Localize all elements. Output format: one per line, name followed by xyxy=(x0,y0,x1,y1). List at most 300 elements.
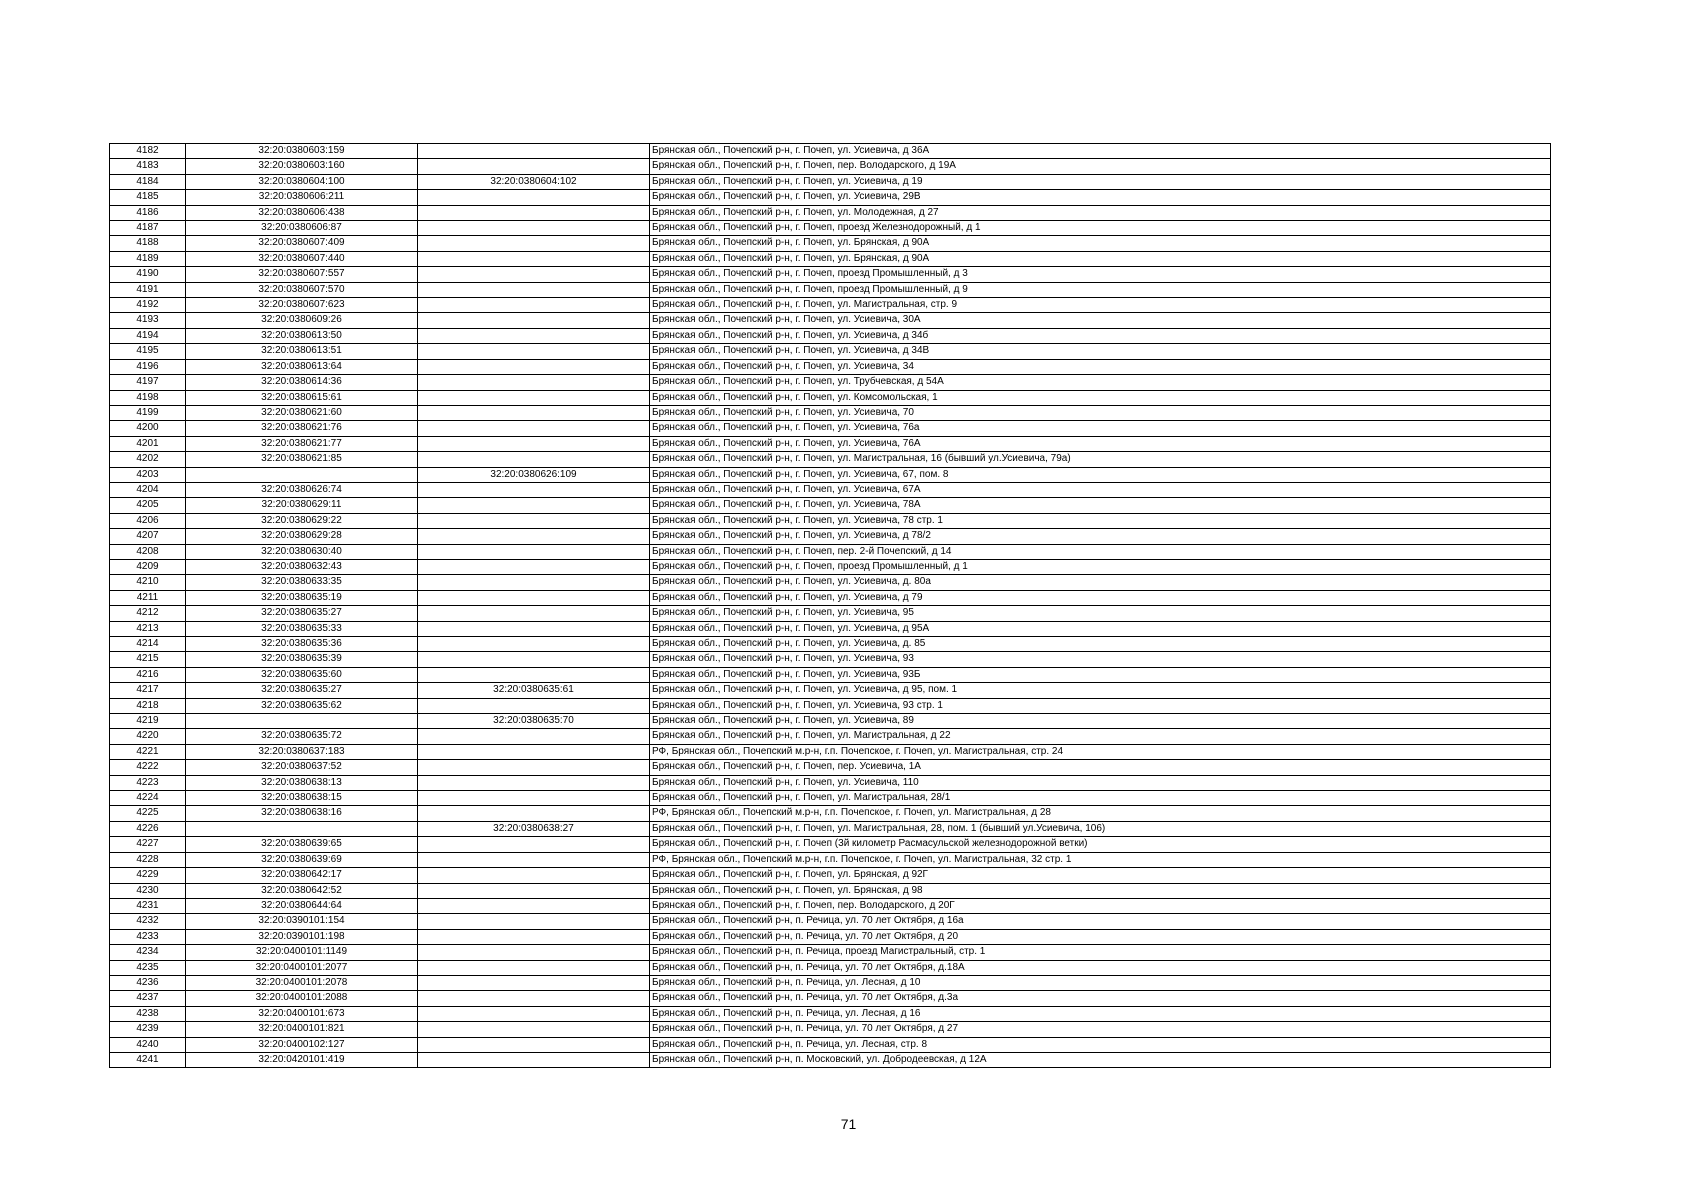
address-cell: Брянская обл., Почепский р-н, г. Почеп, ул. Усиевича, 76а xyxy=(650,421,1551,436)
linked-cadastral-number-cell xyxy=(418,791,650,806)
linked-cadastral-number-cell: 32:20:0380635:61 xyxy=(418,683,650,698)
linked-cadastral-number-cell xyxy=(418,1006,650,1021)
linked-cadastral-number-cell xyxy=(418,760,650,775)
row-number-cell: 4221 xyxy=(110,744,186,759)
row-number-cell: 4215 xyxy=(110,652,186,667)
table-row xyxy=(110,405,1551,420)
address-cell: Брянская обл., Почепский р-н, г. Почеп, ул. Усиевича, 76А xyxy=(650,436,1551,451)
address-cell: Брянская обл., Почепский р-н, п. Речица, ул. 70 лет Октября, д.3а xyxy=(650,991,1551,1006)
address-cell: Брянская обл., Почепский р-н, г. Почеп, ул. Магистральная, 28, пом. 1 (бывший ул.Усиевича, 106) xyxy=(650,821,1551,836)
table-row xyxy=(110,883,1551,898)
table-row xyxy=(110,144,1551,159)
cadastral-number-cell: 32:20:0380614:36 xyxy=(186,375,418,390)
address-cell: Брянская обл., Почепский р-н, г. Почеп, ул. Усиевича, 29В xyxy=(650,190,1551,205)
linked-cadastral-number-cell xyxy=(418,806,650,821)
linked-cadastral-number-cell xyxy=(418,667,650,682)
table-row xyxy=(110,1037,1551,1052)
address-cell: Брянская обл., Почепский р-н, п. Речица, ул. Лесная, д 10 xyxy=(650,975,1551,990)
address-cell: Брянская обл., Почепский р-н, г. Почеп, ул. Усиевича, д 34б xyxy=(650,328,1551,343)
address-cell: Брянская обл., Почепский р-н, г. Почеп, пер. Володарского, д 20Г xyxy=(650,898,1551,913)
address-cell: Брянская обл., Почепский р-н, г. Почеп, ул. Усиевича, 78 стр. 1 xyxy=(650,513,1551,528)
row-number-cell: 4193 xyxy=(110,313,186,328)
address-cell: Брянская обл., Почепский р-н, г. Почеп, проезд Железнодорожный, д 1 xyxy=(650,221,1551,236)
cadastral-number-cell: 32:20:0380604:100 xyxy=(186,174,418,189)
table-row xyxy=(110,590,1551,605)
row-number-cell: 4241 xyxy=(110,1052,186,1067)
table-row xyxy=(110,251,1551,266)
table-row xyxy=(110,914,1551,929)
cadastral-number-cell: 32:20:0380607:557 xyxy=(186,267,418,282)
row-number-cell: 4182 xyxy=(110,144,186,159)
table-row xyxy=(110,190,1551,205)
address-cell: Брянская обл., Почепский р-н, г. Почеп, ул. Усиевича, д 95, пом. 1 xyxy=(650,683,1551,698)
cadastral-number-cell: 32:20:0380607:623 xyxy=(186,298,418,313)
address-cell: Брянская обл., Почепский р-н, г. Почеп, ул. Усиевича, 95 xyxy=(650,606,1551,621)
table-row xyxy=(110,898,1551,913)
cadastral-number-cell: 32:20:0380615:61 xyxy=(186,390,418,405)
row-number-cell: 4219 xyxy=(110,714,186,729)
table-row xyxy=(110,482,1551,497)
row-number-cell: 4209 xyxy=(110,559,186,574)
table-row xyxy=(110,775,1551,790)
cadastral-number-cell: 32:20:0380603:159 xyxy=(186,144,418,159)
row-number-cell: 4238 xyxy=(110,1006,186,1021)
address-cell: Брянская обл., Почепский р-н, г. Почеп, ул. Брянская, д 92Г xyxy=(650,868,1551,883)
linked-cadastral-number-cell xyxy=(418,251,650,266)
row-number-cell: 4210 xyxy=(110,575,186,590)
table-row xyxy=(110,698,1551,713)
row-number-cell: 4233 xyxy=(110,929,186,944)
address-cell: Брянская обл., Почепский р-н, г. Почеп, пер. Усиевича, 1А xyxy=(650,760,1551,775)
table-row xyxy=(110,328,1551,343)
address-cell: Брянская обл., Почепский р-н, г. Почеп, ул. Брянская, д 90А xyxy=(650,251,1551,266)
address-cell: Брянская обл., Почепский р-н, г. Почеп, ул. Усиевича, д. 80а xyxy=(650,575,1551,590)
row-number-cell: 4200 xyxy=(110,421,186,436)
row-number-cell: 4224 xyxy=(110,791,186,806)
table-row xyxy=(110,359,1551,374)
row-number-cell: 4218 xyxy=(110,698,186,713)
address-cell: Брянская обл., Почепский р-н, п. Речица, ул. 70 лет Октября, д 16а xyxy=(650,914,1551,929)
address-cell: Брянская обл., Почепский р-н, г. Почеп, ул. Магистральная, 16 (бывший ул.Усиевича, 79а) xyxy=(650,452,1551,467)
row-number-cell: 4229 xyxy=(110,868,186,883)
table-row xyxy=(110,267,1551,282)
table-row xyxy=(110,945,1551,960)
linked-cadastral-number-cell xyxy=(418,729,650,744)
cadastral-number-cell: 32:20:0380635:33 xyxy=(186,621,418,636)
row-number-cell: 4220 xyxy=(110,729,186,744)
linked-cadastral-number-cell: 32:20:0380635:70 xyxy=(418,714,650,729)
row-number-cell: 4235 xyxy=(110,960,186,975)
address-cell: Брянская обл., Почепский р-н, п. Речица, ул. 70 лет Октября, д.18А xyxy=(650,960,1551,975)
row-number-cell: 4194 xyxy=(110,328,186,343)
linked-cadastral-number-cell xyxy=(418,375,650,390)
address-cell: Брянская обл., Почепский р-н, г. Почеп, ул. Усиевича, д 79 xyxy=(650,590,1551,605)
address-cell: Брянская обл., Почепский р-н, г. Почеп, ул. Усиевича, 93 xyxy=(650,652,1551,667)
linked-cadastral-number-cell xyxy=(418,883,650,898)
row-number-cell: 4196 xyxy=(110,359,186,374)
cadastral-number-cell: 32:20:0400102:127 xyxy=(186,1037,418,1052)
address-cell: Брянская обл., Почепский р-н, п. Речица, ул. Лесная, стр. 8 xyxy=(650,1037,1551,1052)
cadastral-number-cell: 32:20:0380607:409 xyxy=(186,236,418,251)
row-number-cell: 4197 xyxy=(110,375,186,390)
row-number-cell: 4212 xyxy=(110,606,186,621)
address-cell: Брянская обл., Почепский р-н, г. Почеп, проезд Промышленный, д 3 xyxy=(650,267,1551,282)
cadastral-number-cell: 32:20:0380644:64 xyxy=(186,898,418,913)
cadastral-number-cell: 32:20:0380621:77 xyxy=(186,436,418,451)
cadastral-number-cell: 32:20:0380639:65 xyxy=(186,837,418,852)
linked-cadastral-number-cell xyxy=(418,267,650,282)
cadastral-number-cell: 32:20:0380606:438 xyxy=(186,205,418,220)
table-row xyxy=(110,975,1551,990)
table-row xyxy=(110,744,1551,759)
cadastral-number-cell: 32:20:0380606:211 xyxy=(186,190,418,205)
cadastral-number-cell xyxy=(186,714,418,729)
address-cell: Брянская обл., Почепский р-н, г. Почеп, ул. Усиевича, 70 xyxy=(650,405,1551,420)
row-number-cell: 4188 xyxy=(110,236,186,251)
row-number-cell: 4231 xyxy=(110,898,186,913)
table-row xyxy=(110,806,1551,821)
address-cell: Брянская обл., Почепский р-н, г. Почеп, ул. Усиевича, 89 xyxy=(650,714,1551,729)
address-cell: Брянская обл., Почепский р-н, п. Московский, ул. Добродеевская, д 12А xyxy=(650,1052,1551,1067)
cadastral-number-cell: 32:20:0420101:419 xyxy=(186,1052,418,1067)
linked-cadastral-number-cell xyxy=(418,945,650,960)
linked-cadastral-number-cell xyxy=(418,390,650,405)
table-row xyxy=(110,436,1551,451)
address-cell: РФ, Брянская обл., Почепский м.р-н, г.п. Почепское, г. Почеп, ул. Магистральная, 32 стр. 1 xyxy=(650,852,1551,867)
linked-cadastral-number-cell xyxy=(418,282,650,297)
table-row xyxy=(110,544,1551,559)
table-row xyxy=(110,791,1551,806)
address-cell: Брянская обл., Почепский р-н, г. Почеп, ул. Усиевича, 93 стр. 1 xyxy=(650,698,1551,713)
row-number-cell: 4198 xyxy=(110,390,186,405)
registry-table xyxy=(109,143,1551,1068)
cadastral-number-cell: 32:20:0380635:36 xyxy=(186,637,418,652)
cadastral-number-cell: 32:20:0380638:15 xyxy=(186,791,418,806)
table-row xyxy=(110,344,1551,359)
table-row xyxy=(110,159,1551,174)
linked-cadastral-number-cell xyxy=(418,328,650,343)
linked-cadastral-number-cell xyxy=(418,205,650,220)
registry-table-body xyxy=(110,144,1551,1068)
row-number-cell: 4236 xyxy=(110,975,186,990)
address-cell: РФ, Брянская обл., Почепский м.р-н, г.п. Почепское, г. Почеп, ул. Магистральная, д 28 xyxy=(650,806,1551,821)
address-cell: Брянская обл., Почепский р-н, г. Почеп, ул. Усиевича, д 95А xyxy=(650,621,1551,636)
row-number-cell: 4185 xyxy=(110,190,186,205)
cadastral-number-cell: 32:20:0380621:76 xyxy=(186,421,418,436)
cadastral-number-cell xyxy=(186,467,418,482)
row-number-cell: 4216 xyxy=(110,667,186,682)
linked-cadastral-number-cell xyxy=(418,559,650,574)
table-row xyxy=(110,1022,1551,1037)
linked-cadastral-number-cell xyxy=(418,929,650,944)
table-row xyxy=(110,498,1551,513)
row-number-cell: 4186 xyxy=(110,205,186,220)
cadastral-number-cell: 32:20:0380609:26 xyxy=(186,313,418,328)
row-number-cell: 4227 xyxy=(110,837,186,852)
address-cell: Брянская обл., Почепский р-н, г. Почеп, ул. Усиевича, 30А xyxy=(650,313,1551,328)
cadastral-number-cell: 32:20:0380626:74 xyxy=(186,482,418,497)
linked-cadastral-number-cell xyxy=(418,1052,650,1067)
address-cell: Брянская обл., Почепский р-н, г. Почеп, ул. Усиевича, д 36А xyxy=(650,144,1551,159)
row-number-cell: 4211 xyxy=(110,590,186,605)
cadastral-number-cell: 32:20:0380629:28 xyxy=(186,529,418,544)
linked-cadastral-number-cell xyxy=(418,513,650,528)
row-number-cell: 4239 xyxy=(110,1022,186,1037)
linked-cadastral-number-cell xyxy=(418,498,650,513)
table-row xyxy=(110,174,1551,189)
table-row xyxy=(110,667,1551,682)
cadastral-number-cell: 32:20:0380630:40 xyxy=(186,544,418,559)
cadastral-number-cell: 32:20:0380607:440 xyxy=(186,251,418,266)
cadastral-number-cell: 32:20:0380637:183 xyxy=(186,744,418,759)
table-row xyxy=(110,298,1551,313)
linked-cadastral-number-cell xyxy=(418,221,650,236)
address-cell: Брянская обл., Почепский р-н, г. Почеп, ул. Магистральная, д 22 xyxy=(650,729,1551,744)
table-row xyxy=(110,390,1551,405)
row-number-cell: 4230 xyxy=(110,883,186,898)
cadastral-number-cell: 32:20:0380603:160 xyxy=(186,159,418,174)
page-number: 71 xyxy=(840,1116,857,1132)
address-cell: РФ, Брянская обл., Почепский м.р-н, г.п. Почепское, г. Почеп, ул. Магистральная, стр. 24 xyxy=(650,744,1551,759)
linked-cadastral-number-cell: 32:20:0380626:109 xyxy=(418,467,650,482)
table-row xyxy=(110,205,1551,220)
row-number-cell: 4204 xyxy=(110,482,186,497)
cadastral-number-cell: 32:20:0380621:85 xyxy=(186,452,418,467)
cadastral-number-cell: 32:20:0400101:2078 xyxy=(186,975,418,990)
linked-cadastral-number-cell xyxy=(418,344,650,359)
row-number-cell: 4214 xyxy=(110,637,186,652)
linked-cadastral-number-cell xyxy=(418,960,650,975)
address-cell: Брянская обл., Почепский р-н, г. Почеп, ул. Усиевича, 34 xyxy=(650,359,1551,374)
cadastral-number-cell: 32:20:0380633:35 xyxy=(186,575,418,590)
linked-cadastral-number-cell xyxy=(418,544,650,559)
cadastral-number-cell: 32:20:0380621:60 xyxy=(186,405,418,420)
address-cell: Брянская обл., Почепский р-н, г. Почеп, ул. Усиевича, 67, пом. 8 xyxy=(650,467,1551,482)
table-row xyxy=(110,837,1551,852)
row-number-cell: 4190 xyxy=(110,267,186,282)
linked-cadastral-number-cell xyxy=(418,190,650,205)
table-row xyxy=(110,513,1551,528)
table-row xyxy=(110,221,1551,236)
linked-cadastral-number-cell xyxy=(418,590,650,605)
cadastral-number-cell: 32:20:0380632:43 xyxy=(186,559,418,574)
linked-cadastral-number-cell xyxy=(418,144,650,159)
address-cell: Брянская обл., Почепский р-н, г. Почеп, ул. Усиевича, д 19 xyxy=(650,174,1551,189)
address-cell: Брянская обл., Почепский р-н, г. Почеп, ул. Усиевича, д 78/2 xyxy=(650,529,1551,544)
table-row xyxy=(110,452,1551,467)
address-cell: Брянская обл., Почепский р-н, г. Почеп, ул. Молодежная, д 27 xyxy=(650,205,1551,220)
cadastral-number-cell: 32:20:0400101:2077 xyxy=(186,960,418,975)
row-number-cell: 4189 xyxy=(110,251,186,266)
cadastral-number-cell: 32:20:0380635:72 xyxy=(186,729,418,744)
cadastral-number-cell: 32:20:0380639:69 xyxy=(186,852,418,867)
linked-cadastral-number-cell xyxy=(418,1022,650,1037)
linked-cadastral-number-cell xyxy=(418,405,650,420)
row-number-cell: 4203 xyxy=(110,467,186,482)
row-number-cell: 4208 xyxy=(110,544,186,559)
address-cell: Брянская обл., Почепский р-н, г. Почеп, проезд Промышленный, д 9 xyxy=(650,282,1551,297)
address-cell: Брянская обл., Почепский р-н, г. Почеп, ул. Трубчевская, д 54А xyxy=(650,375,1551,390)
table-row xyxy=(110,821,1551,836)
cadastral-number-cell: 32:20:0380635:19 xyxy=(186,590,418,605)
table-row xyxy=(110,868,1551,883)
row-number-cell: 4234 xyxy=(110,945,186,960)
cadastral-number-cell: 32:20:0380629:22 xyxy=(186,513,418,528)
cadastral-number-cell: 32:20:0380635:27 xyxy=(186,683,418,698)
table-row xyxy=(110,991,1551,1006)
table-row xyxy=(110,313,1551,328)
table-row xyxy=(110,714,1551,729)
cadastral-number-cell: 32:20:0400101:821 xyxy=(186,1022,418,1037)
linked-cadastral-number-cell: 32:20:0380638:27 xyxy=(418,821,650,836)
table-row xyxy=(110,467,1551,482)
table-row xyxy=(110,282,1551,297)
row-number-cell: 4201 xyxy=(110,436,186,451)
row-number-cell: 4187 xyxy=(110,221,186,236)
table-row xyxy=(110,559,1551,574)
cadastral-number-cell: 32:20:0390101:198 xyxy=(186,929,418,944)
address-cell: Брянская обл., Почепский р-н, г. Почеп, ул. Усиевича, 78А xyxy=(650,498,1551,513)
linked-cadastral-number-cell xyxy=(418,898,650,913)
linked-cadastral-number-cell xyxy=(418,159,650,174)
linked-cadastral-number-cell xyxy=(418,652,650,667)
row-number-cell: 4213 xyxy=(110,621,186,636)
table-row xyxy=(110,760,1551,775)
linked-cadastral-number-cell xyxy=(418,313,650,328)
linked-cadastral-number-cell xyxy=(418,621,650,636)
table-row xyxy=(110,1006,1551,1021)
address-cell: Брянская обл., Почепский р-н, г. Почеп, ул. Магистральная, стр. 9 xyxy=(650,298,1551,313)
linked-cadastral-number-cell xyxy=(418,914,650,929)
row-number-cell: 4199 xyxy=(110,405,186,420)
cadastral-number-cell: 32:20:0380638:16 xyxy=(186,806,418,821)
cadastral-number-cell: 32:20:0400101:1149 xyxy=(186,945,418,960)
row-number-cell: 4223 xyxy=(110,775,186,790)
table-row xyxy=(110,1052,1551,1067)
address-cell: Брянская обл., Почепский р-н, г. Почеп, ул. Брянская, д 98 xyxy=(650,883,1551,898)
linked-cadastral-number-cell xyxy=(418,529,650,544)
table-row xyxy=(110,375,1551,390)
table-row xyxy=(110,852,1551,867)
cadastral-number-cell: 32:20:0380629:11 xyxy=(186,498,418,513)
cadastral-number-cell: 32:20:0380635:27 xyxy=(186,606,418,621)
linked-cadastral-number-cell xyxy=(418,575,650,590)
row-number-cell: 4206 xyxy=(110,513,186,528)
linked-cadastral-number-cell xyxy=(418,436,650,451)
row-number-cell: 4205 xyxy=(110,498,186,513)
row-number-cell: 4192 xyxy=(110,298,186,313)
address-cell: Брянская обл., Почепский р-н, г. Почеп, ул. Комсомольская, 1 xyxy=(650,390,1551,405)
cadastral-number-cell: 32:20:0380642:17 xyxy=(186,868,418,883)
row-number-cell: 4232 xyxy=(110,914,186,929)
table-row xyxy=(110,621,1551,636)
linked-cadastral-number-cell xyxy=(418,452,650,467)
cadastral-number-cell: 32:20:0400101:2088 xyxy=(186,991,418,1006)
cadastral-number-cell: 32:20:0380637:52 xyxy=(186,760,418,775)
address-cell: Брянская обл., Почепский р-н, г. Почеп, пер. Володарского, д 19А xyxy=(650,159,1551,174)
address-cell: Брянская обл., Почепский р-н, г. Почеп, ул. Усиевича, д. 85 xyxy=(650,637,1551,652)
address-cell: Брянская обл., Почепский р-н, г. Почеп, пер. 2-й Почепский, д 14 xyxy=(650,544,1551,559)
linked-cadastral-number-cell: 32:20:0380604:102 xyxy=(418,174,650,189)
address-cell: Брянская обл., Почепский р-н, п. Речица, ул. Лесная, д 16 xyxy=(650,1006,1551,1021)
cadastral-number-cell: 32:20:0380607:570 xyxy=(186,282,418,297)
linked-cadastral-number-cell xyxy=(418,421,650,436)
address-cell: Брянская обл., Почепский р-н, г. Почеп, ул. Усиевича, 110 xyxy=(650,775,1551,790)
row-number-cell: 4202 xyxy=(110,452,186,467)
row-number-cell: 4184 xyxy=(110,174,186,189)
row-number-cell: 4217 xyxy=(110,683,186,698)
row-number-cell: 4228 xyxy=(110,852,186,867)
address-cell: Брянская обл., Почепский р-н, г. Почеп, проезд Промышленный, д 1 xyxy=(650,559,1551,574)
table-row xyxy=(110,606,1551,621)
linked-cadastral-number-cell xyxy=(418,852,650,867)
address-cell: Брянская обл., Почепский р-н, п. Речица, проезд Магистральный, стр. 1 xyxy=(650,945,1551,960)
cadastral-number-cell: 32:20:0380635:39 xyxy=(186,652,418,667)
linked-cadastral-number-cell xyxy=(418,775,650,790)
linked-cadastral-number-cell xyxy=(418,837,650,852)
table-row xyxy=(110,652,1551,667)
cadastral-number-cell: 32:20:0380613:51 xyxy=(186,344,418,359)
table-row xyxy=(110,421,1551,436)
address-cell: Брянская обл., Почепский р-н, г. Почеп, ул. Брянская, д 90А xyxy=(650,236,1551,251)
table-row xyxy=(110,236,1551,251)
linked-cadastral-number-cell xyxy=(418,698,650,713)
cadastral-number-cell: 32:20:0400101:673 xyxy=(186,1006,418,1021)
cadastral-number-cell: 32:20:0380638:13 xyxy=(186,775,418,790)
linked-cadastral-number-cell xyxy=(418,359,650,374)
linked-cadastral-number-cell xyxy=(418,606,650,621)
row-number-cell: 4207 xyxy=(110,529,186,544)
table-row xyxy=(110,683,1551,698)
table-row xyxy=(110,729,1551,744)
row-number-cell: 4225 xyxy=(110,806,186,821)
linked-cadastral-number-cell xyxy=(418,1037,650,1052)
linked-cadastral-number-cell xyxy=(418,744,650,759)
row-number-cell: 4191 xyxy=(110,282,186,297)
cadastral-number-cell: 32:20:0380635:62 xyxy=(186,698,418,713)
row-number-cell: 4240 xyxy=(110,1037,186,1052)
row-number-cell: 4237 xyxy=(110,991,186,1006)
table-row xyxy=(110,929,1551,944)
address-cell: Брянская обл., Почепский р-н, г. Почеп (3й километр Расмасульской железнодорожной ветки) xyxy=(650,837,1551,852)
cadastral-number-cell xyxy=(186,821,418,836)
cadastral-number-cell: 32:20:0380613:64 xyxy=(186,359,418,374)
row-number-cell: 4195 xyxy=(110,344,186,359)
row-number-cell: 4226 xyxy=(110,821,186,836)
cadastral-number-cell: 32:20:0380606:87 xyxy=(186,221,418,236)
linked-cadastral-number-cell xyxy=(418,868,650,883)
row-number-cell: 4183 xyxy=(110,159,186,174)
address-cell: Брянская обл., Почепский р-н, п. Речица, ул. 70 лет Октября, д 27 xyxy=(650,1022,1551,1037)
address-cell: Брянская обл., Почепский р-н, г. Почеп, ул. Магистральная, 28/1 xyxy=(650,791,1551,806)
cadastral-number-cell: 32:20:0380642:52 xyxy=(186,883,418,898)
cadastral-number-cell: 32:20:0380613:50 xyxy=(186,328,418,343)
row-number-cell: 4222 xyxy=(110,760,186,775)
address-cell: Брянская обл., Почепский р-н, г. Почеп, ул. Усиевича, 67А xyxy=(650,482,1551,497)
address-cell: Брянская обл., Почепский р-н, п. Речица, ул. 70 лет Октября, д 20 xyxy=(650,929,1551,944)
address-cell: Брянская обл., Почепский р-н, г. Почеп, ул. Усиевича, д 34В xyxy=(650,344,1551,359)
table-row xyxy=(110,529,1551,544)
linked-cadastral-number-cell xyxy=(418,637,650,652)
linked-cadastral-number-cell xyxy=(418,236,650,251)
cadastral-number-cell: 32:20:0380635:60 xyxy=(186,667,418,682)
linked-cadastral-number-cell xyxy=(418,991,650,1006)
linked-cadastral-number-cell xyxy=(418,975,650,990)
table-row xyxy=(110,960,1551,975)
address-cell: Брянская обл., Почепский р-н, г. Почеп, ул. Усиевича, 93Б xyxy=(650,667,1551,682)
linked-cadastral-number-cell xyxy=(418,298,650,313)
linked-cadastral-number-cell xyxy=(418,482,650,497)
